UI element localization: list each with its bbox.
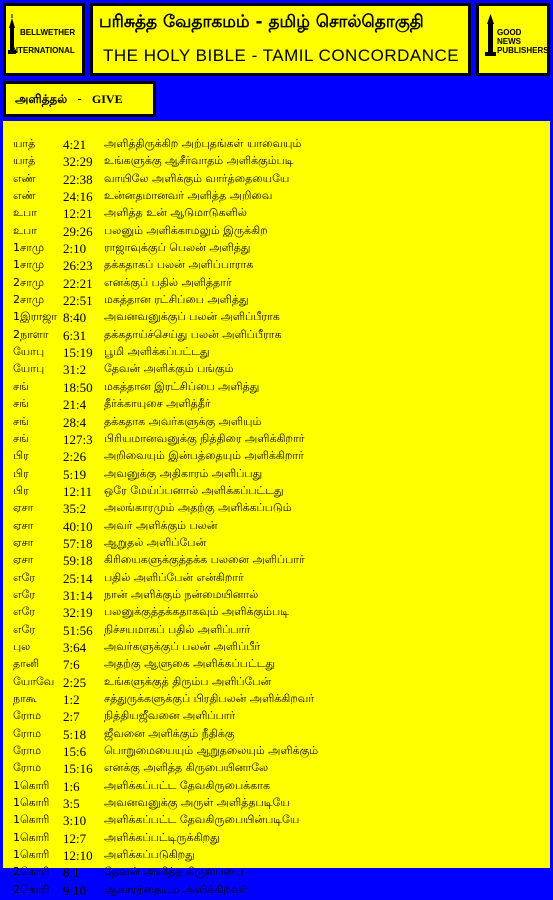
entry-text: அலங்காரமும் அதற்கு அளிக்கப்படும் bbox=[104, 501, 292, 515]
entry-book: யோபு bbox=[13, 345, 45, 359]
entry-reference: 12:21 bbox=[63, 206, 93, 222]
entry-text: அளிக்கப்படுகிறது bbox=[104, 848, 195, 862]
entry-book: 2சாமு bbox=[13, 293, 45, 307]
entry-text: ஆறுதல் அளிப்பேன் bbox=[104, 535, 207, 549]
entry-reference: 26:23 bbox=[63, 258, 93, 274]
entry-reference: 3:10 bbox=[63, 813, 87, 829]
entry-reference: 12:10 bbox=[63, 848, 93, 864]
entry-book: ரோம bbox=[13, 726, 42, 740]
entry-reference: 2:25 bbox=[63, 674, 87, 690]
entry-text: பலனுக்குத்தக்கதாகவும் அளிக்கும்படி bbox=[104, 605, 289, 619]
entry-text: ஆகாரத்தையும் அளிக்கிறவர் bbox=[104, 882, 248, 896]
entry-reference: 7:6 bbox=[63, 657, 80, 673]
entry-text: ஜீவனை அளிக்கும் நீதிக்கு bbox=[104, 726, 235, 740]
entry-reference: 4:21 bbox=[63, 137, 87, 152]
entry-reference: 5:19 bbox=[63, 466, 87, 482]
good-news-logo-panel bbox=[476, 3, 550, 76]
entry-reference: 25:14 bbox=[63, 570, 93, 586]
title-tamil: பரிசுத்த வேதாகமம் - தமிழ் சொல்தொகுதி bbox=[99, 12, 424, 32]
entry-text: அவனுக்கு அதிகாரம் அளிப்பது bbox=[104, 466, 263, 480]
entry-text: ஒரே மேய்ப்பனால் அளிக்கப்பட்டது bbox=[104, 483, 284, 497]
entry-text: பிரியமானவனுக்கு நித்திரை அளிக்கிறார் bbox=[104, 431, 305, 445]
entry-text: அவனவனுக்கு அருள் அளித்தபடியே bbox=[104, 796, 290, 810]
concordance-panel bbox=[3, 121, 550, 898]
entry-text: தக்கதாகப் பலன் அளிப்பாராக bbox=[104, 258, 254, 272]
entry-reference: 1:2 bbox=[63, 692, 80, 707]
entry-reference: 15:16 bbox=[63, 761, 93, 777]
entry-text: மகத்தான ரட்சிப்பை அளித்து bbox=[104, 293, 249, 307]
entry-reference: 8:40 bbox=[63, 310, 87, 326]
entry-text: தக்கதாக அவர்களுக்கு அளியும் bbox=[104, 414, 262, 428]
title-english: THE HOLY BIBLE - TAMIL CONCORDANCE bbox=[103, 46, 460, 65]
bellwether-logo-panel bbox=[3, 3, 85, 76]
entry-book: 2சாமு bbox=[13, 275, 45, 289]
entry-book: பிர bbox=[13, 466, 29, 480]
entry-reference: 21:4 bbox=[63, 397, 87, 413]
entry-text: பதில் அளிப்பேன் என்கிறார் bbox=[104, 570, 244, 584]
entry-text: அவனவனுக்குப் பலன் அளிப்பீராக bbox=[104, 310, 280, 324]
entry-reference: 18:50 bbox=[63, 379, 93, 395]
entry-book: நாகூ bbox=[13, 692, 37, 705]
entry-book: யோவே bbox=[13, 674, 55, 688]
entry-text: உன்னதமானவர் அளித்த அறிவை bbox=[104, 189, 273, 203]
entry-reference: 28:4 bbox=[63, 414, 87, 430]
entry-text: அளித்திருக்கிற அற்புதங்கள் யாவையும் bbox=[104, 137, 302, 150]
entry-text: வாயிலே அளிக்கும் வார்த்தையையே bbox=[104, 171, 290, 185]
entry-text: எனக்குப் பதில் அளித்தார் bbox=[104, 275, 232, 289]
entry-book: சங் bbox=[13, 414, 29, 428]
entry-text: தேவன் அளித்த கிருபையை bbox=[104, 865, 244, 879]
entry-reference: 12:11 bbox=[63, 483, 93, 499]
entry-reference: 31:14 bbox=[63, 587, 93, 603]
entry-book: உபா bbox=[13, 223, 37, 237]
entry-book: சங் bbox=[13, 397, 29, 411]
entry-book: 2கொரி bbox=[13, 865, 50, 879]
entry-book: பிர bbox=[13, 449, 29, 463]
entry-reference: 32:29 bbox=[63, 154, 93, 170]
entry-book: 1சாமு bbox=[13, 241, 45, 255]
entry-text: அவர்களுக்குப் பலன் அளிப்பீர் bbox=[104, 639, 261, 653]
entry-reference: 32:19 bbox=[63, 605, 93, 621]
entry-text: அளித்த உன் ஆடுமாடுகளில் bbox=[104, 206, 247, 220]
entry-book: தானி bbox=[13, 657, 40, 671]
entry-book: யாத் bbox=[13, 137, 36, 150]
entry-reference: 2:26 bbox=[63, 449, 87, 465]
entry-book: 1கொரி bbox=[13, 848, 50, 862]
entry-text: பலனும் அளிக்காமலும் இருக்கிற bbox=[104, 223, 268, 237]
entry-reference: 15:6 bbox=[63, 744, 87, 760]
right-logo-line1: GOOD NEWS bbox=[497, 28, 522, 46]
entry-text: எனக்கு அளித்த கிருபையினாலே bbox=[104, 761, 269, 775]
entry-text: தேவன் அளிக்கும் பங்கும் bbox=[104, 362, 234, 376]
entry-reference: 6:31 bbox=[63, 327, 87, 343]
entry-reference: 40:10 bbox=[63, 518, 93, 534]
entry-reference: 9:10 bbox=[63, 882, 87, 898]
left-logo-line1: BELLWETHER bbox=[20, 28, 76, 37]
entry-reference: 24:16 bbox=[63, 189, 93, 205]
entry-text: நான் அளிக்கும் நன்மையினால் bbox=[104, 587, 259, 601]
entry-book: எண் bbox=[13, 171, 36, 185]
entry-reference: 2:10 bbox=[63, 241, 87, 257]
entry-text: பொறுமையையும் ஆறுதலையும் அளிக்கும் bbox=[104, 744, 319, 758]
entry-book: உபா bbox=[13, 206, 37, 220]
word-heading-panel bbox=[3, 81, 156, 117]
entry-book: ஏசா bbox=[13, 553, 34, 567]
entry-text: அளிக்கப்பட்ட தேவகிருபையின்படியே bbox=[104, 813, 300, 827]
entry-reference: 5:18 bbox=[63, 726, 87, 742]
word-tamil: அளித்தல் bbox=[15, 92, 68, 106]
word-separator: - bbox=[77, 92, 82, 106]
entry-text: அறிவையும் இன்பத்தையும் அளிக்கிறார் bbox=[104, 449, 304, 463]
entry-book: ஏசா bbox=[13, 518, 34, 532]
entry-book: 2கொரி bbox=[13, 882, 50, 896]
entry-book: 1கொரி bbox=[13, 830, 50, 844]
entry-book: எரே bbox=[13, 622, 36, 636]
entry-text: உங்களுக்கு ஆசீர்வாதம் அளிக்கும்படி bbox=[104, 154, 294, 168]
entry-text: உங்களுக்குத் திரும்ப அளிப்பேன் bbox=[104, 674, 272, 688]
entry-text: நித்தியஜீவனை அளிப்பார் bbox=[104, 709, 236, 723]
entry-text: பூமி அளிக்கப்பட்டது bbox=[104, 345, 210, 359]
entry-reference: 2:7 bbox=[63, 709, 80, 725]
word-heading bbox=[15, 92, 123, 108]
entry-book: எண் bbox=[13, 189, 36, 203]
title-panel bbox=[90, 3, 471, 76]
entry-text: ராஜாவுக்குப் பெலன் அளித்து bbox=[104, 241, 251, 255]
word-english: GIVE bbox=[91, 92, 123, 106]
entry-reference: 3:64 bbox=[63, 639, 87, 655]
entry-book: 1சாமு bbox=[13, 258, 45, 272]
entry-book: எரே bbox=[13, 570, 36, 584]
entry-text: மகத்தான இரட்சிப்பை அளித்து bbox=[104, 379, 260, 393]
entry-reference: 8:1 bbox=[63, 865, 80, 881]
entry-book: சங் bbox=[13, 431, 29, 445]
entry-book: எரே bbox=[13, 605, 36, 619]
entry-reference: 3:5 bbox=[63, 796, 80, 812]
entry-reference: 15:19 bbox=[63, 345, 93, 361]
left-logo-line2: INTERNATIONAL bbox=[10, 46, 75, 55]
entry-reference: 1:6 bbox=[63, 778, 80, 794]
entry-reference: 51:56 bbox=[63, 622, 93, 638]
entry-text: அளிக்கப்பட்டிருக்கிறது bbox=[104, 830, 220, 844]
entry-book: புல bbox=[13, 639, 31, 653]
entry-text: நிச்சயமாகப் பதில் அளிப்பார் bbox=[104, 622, 251, 636]
entry-book: யோபு bbox=[13, 362, 45, 376]
entry-book: ரோம bbox=[13, 744, 42, 758]
entry-book: 1கொரி bbox=[13, 813, 50, 827]
entry-book: எரே bbox=[13, 587, 36, 601]
entry-book: சங் bbox=[13, 379, 29, 393]
entry-book: ஏசா bbox=[13, 535, 34, 549]
entry-book: ஏசா bbox=[13, 501, 34, 515]
entry-text: அளிக்கப்பட்ட தேவகிருபைக்காக bbox=[104, 778, 270, 792]
entry-book: 1கொரி bbox=[13, 796, 50, 810]
entry-reference: 35:2 bbox=[63, 501, 87, 517]
entry-reference: 22:21 bbox=[63, 275, 93, 291]
entry-text: அதற்கு ஆளுகை அளிக்கப்பட்டது bbox=[104, 657, 276, 671]
entry-text: தீர்க்காயுசை அளித்தீர் bbox=[104, 397, 211, 411]
entry-book: ரோம bbox=[13, 761, 42, 775]
entry-text: தக்கதாய்ச்செய்து பலன் அளிப்பீராக bbox=[104, 327, 282, 341]
entry-reference: 12:7 bbox=[63, 830, 87, 846]
entry-text: சத்துருக்களுக்குப் பிரதிபலன் அளிக்கிறவர் bbox=[104, 692, 315, 705]
entry-book: 1இராஜா bbox=[13, 310, 58, 324]
entry-text: கிரியைகளுக்குத்தக்க பலனை அளிப்பார் bbox=[104, 553, 305, 567]
entry-reference: 22:51 bbox=[63, 293, 93, 309]
entry-reference: 22:38 bbox=[63, 171, 93, 187]
entry-text: அவர் அளிக்கும் பலன் bbox=[104, 518, 218, 532]
entry-book: 2நாளா bbox=[13, 327, 49, 341]
entry-book: யாத் bbox=[13, 154, 36, 168]
entry-book: ரோம bbox=[13, 709, 42, 723]
entry-reference: 31:2 bbox=[63, 362, 87, 378]
bellwether-logo-icon bbox=[6, 6, 82, 73]
right-logo-line2: PUBLISHERS bbox=[497, 46, 549, 55]
entry-reference: 127:3 bbox=[63, 431, 93, 447]
entry-book: 1கொரி bbox=[13, 778, 50, 792]
entry-reference: 29:26 bbox=[63, 223, 93, 239]
entry-reference: 59:18 bbox=[63, 553, 93, 569]
entry-book: பிர bbox=[13, 483, 29, 497]
entry-reference: 57:18 bbox=[63, 535, 93, 551]
